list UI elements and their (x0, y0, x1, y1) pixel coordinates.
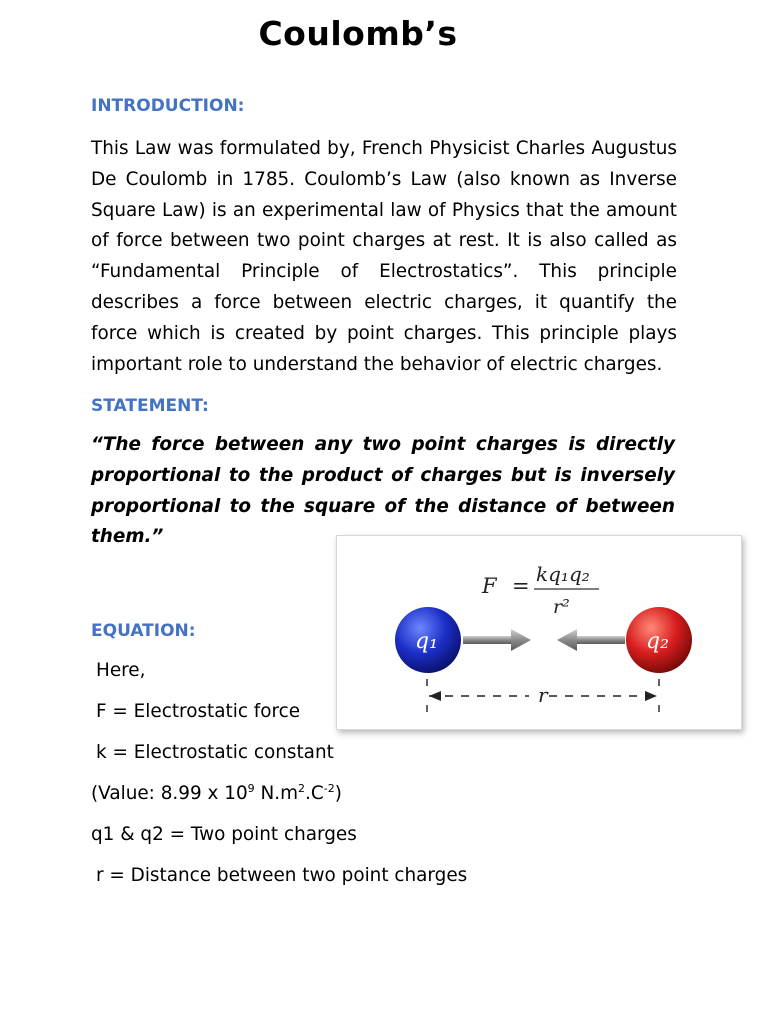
statement-paragraph: “The force between any two point charges is directly proportional to the product of charges but is inversely proportional to the square of the distance of between them.” (91, 434, 675, 548)
formula-lhs: F (482, 574, 497, 598)
force-definition: F = Electrostatic force (96, 701, 301, 722)
introduction-paragraph: This Law was formulated by, French Physicist Charles Augustus De Coulomb in 1785. Coulomb’s Law (also known as Inverse Square Law) is an experimental law of Physics that the amount of force between two point charges at rest. It is also called as “Fundamental Principle of Electrostatics”. This principle describes a force between electric charges, it quantify the force which is created by point charges. This principle plays important role to understand the behavior of electric charges. (91, 138, 677, 375)
statement-heading: STATEMENT: (91, 396, 209, 416)
distance-label: r (538, 683, 548, 707)
force-arrow-left-icon (557, 629, 625, 651)
charge-q1-label: q₁ (415, 629, 438, 654)
introduction-heading: INTRODUCTION: (91, 96, 245, 116)
coulomb-law-diagram (336, 535, 742, 730)
force-arrow-right-icon (463, 629, 531, 651)
constant-value: (Value: 8.99 x $10^9$ $N.m^2.C^{-2}$) (91, 781, 342, 804)
formula-numerator: kq₁q₂ (536, 562, 590, 586)
page-title: Coulomb’s (258, 14, 458, 53)
charge-q2-label: q₂ (646, 629, 669, 654)
distance-definition: r = Distance between two point charges (96, 865, 468, 886)
formula-denominator: r² (553, 596, 570, 618)
here-label: Here, (96, 660, 146, 681)
constant-definition: k = Electrostatic constant (96, 742, 334, 763)
equation-heading: EQUATION: (91, 621, 196, 641)
formula-equals: = (512, 574, 530, 598)
charges-definition: q1 & q2 = Two point charges (91, 824, 357, 845)
